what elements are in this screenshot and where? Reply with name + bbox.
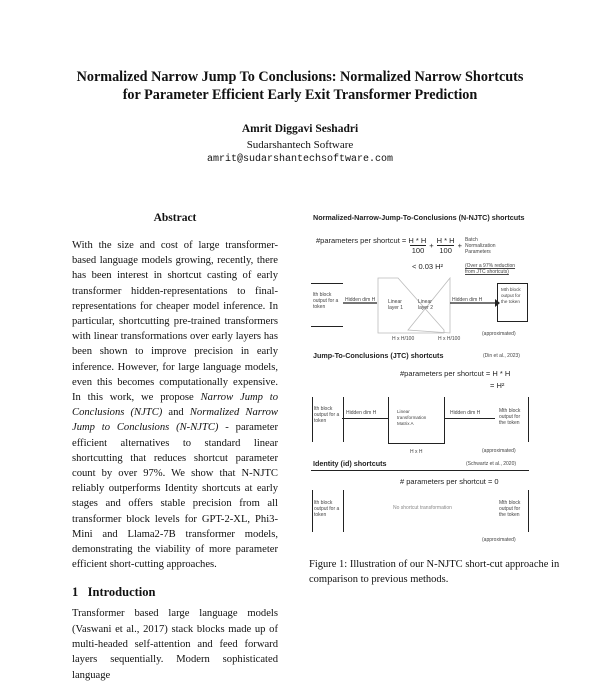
linear-layer-1-label: Linear layer 1: [388, 299, 404, 311]
abstract-text: and: [162, 407, 190, 419]
section-title: Introduction: [87, 585, 156, 600]
author-affiliation: Sudarshantech Software: [246, 139, 354, 151]
author-email: amrit@sudarshantechsoftware.com: [206, 154, 394, 165]
figure-caption: Figure 1: Illustration of our N-NJTC short-cut approache in comparison to previous methods.: [309, 559, 560, 585]
jtc-formula-result: = H²: [490, 381, 505, 390]
plus-sign: +: [429, 241, 434, 250]
left-block-label: lth block output for a token: [314, 406, 340, 424]
divider: [311, 470, 529, 471]
right-block-label: Mth block output for the token: [499, 500, 521, 518]
dim-label: H x H/100: [392, 336, 415, 342]
right-block-label: Mth block output for the token: [499, 408, 521, 426]
abstract-heading: Abstract: [153, 212, 197, 224]
abstract-text: With the size and cost of large transformer-based language models growing, recently, there has been interest in shortcut casting of early transformer hidden-representations to final-representations for cheaper model inference. In particular, shortcutting pre-trained transformers with linear transformations over early layers has been shown to improve precision in early inference. However, for large language models, even this becomes computationally expensive. In this work, we propose: [72, 240, 278, 404]
approx-label: (approximated): [482, 331, 516, 337]
jtc-citation: (Din et al., 2023): [483, 353, 520, 359]
dim-label: H x H/100: [438, 336, 461, 342]
arrow-line: [342, 418, 388, 419]
njtc-title: Normalized-Narrow-Jump-To-Conclusions (N-NJTC) shortcuts: [313, 213, 525, 222]
fraction-denominator: 100: [439, 246, 452, 255]
njtc-formula: [316, 236, 499, 255]
right-block-box: Mth block output for the token: [497, 283, 528, 322]
arrow-label: Hidden dim H: [346, 410, 377, 416]
arrow-label: Hidden dim H: [345, 297, 376, 303]
matrix-box: Linear transformation Matrix A: [388, 397, 445, 444]
identity-formula: # parameters per shortcut = 0: [400, 477, 499, 486]
left-block-label: lth block output for a token: [313, 292, 339, 310]
batchnorm-params: Batch Normalization Parameters: [464, 236, 496, 255]
abstract-body: [72, 238, 278, 572]
left-block-label: lth block output for a token: [314, 500, 340, 518]
paper-title-line-1: Normalized Narrow Jump To Conclusions: Normalized Narrow Shortcuts: [76, 69, 524, 85]
jtc-formula: #parameters per shortcut = H * H: [400, 369, 511, 378]
intro-body: Transformer based large language models (Vaswani et al., 2017) stack blocks made up of multi-headed self-attention and feed forward layers sequentially. Modern sophisticated language: [72, 608, 278, 681]
jtc-title: Jump-To-Conclusions (JTC) shortcuts: [313, 351, 444, 360]
paper-title-line-2: for Parameter Efficient Early Exit Transformer Prediction: [122, 87, 478, 103]
abstract-nnjtc: Normalized Narrow Jump to Conclusions (N-NJTC): [72, 407, 278, 434]
section-number: 1: [72, 585, 79, 600]
reduction-note: (Over a 97% reduction from JTC shortcuts): [465, 263, 516, 275]
formula-text: #parameters per shortcut = H * H: [316, 236, 427, 245]
approx-label: (approximated): [482, 448, 516, 454]
dim-label: H x H: [410, 449, 423, 455]
plus-sign: +: [457, 241, 462, 250]
identity-title: Identity (id) shortcuts: [313, 459, 387, 468]
param-bound: < 0.03 H²: [412, 262, 444, 271]
arrow-label: Hidden dim H: [450, 410, 481, 416]
author-name: Amrit Diggavi Seshadri: [241, 123, 359, 135]
fraction-numerator: H * H: [436, 236, 455, 245]
approx-label: (approximated): [482, 537, 516, 543]
abstract-njtc: Narrow Jump to Conclusions (NJTC): [72, 392, 279, 419]
abstract-text: - parameter efficient alternatives to standard linear shortcutting that reduces shortcut parameter count by over 97%. We show that N-NJTC reliably outperforms Identity shortcuts at early stages and offers stable precision from all transformer block levels for GPT-2-XL, Phi3-Mini and Llama2-7B transformer models, demonstrating the viability of more parameter efficient short-cutting approaches.: [72, 422, 278, 571]
fraction-denominator: 100: [411, 246, 425, 255]
section-heading-introduction: [72, 584, 278, 600]
fraction-1: [316, 236, 426, 255]
no-transform-label: No shortcut transformation: [393, 505, 452, 511]
arrow-line: [445, 418, 495, 419]
left-column: [72, 238, 278, 683]
fraction-2: [437, 236, 455, 255]
identity-citation: (Schwartz et al., 2020): [466, 461, 517, 467]
linear-layer-2-label: Linear layer 2: [418, 299, 434, 311]
arrow-label: Hidden dim H: [452, 297, 483, 303]
